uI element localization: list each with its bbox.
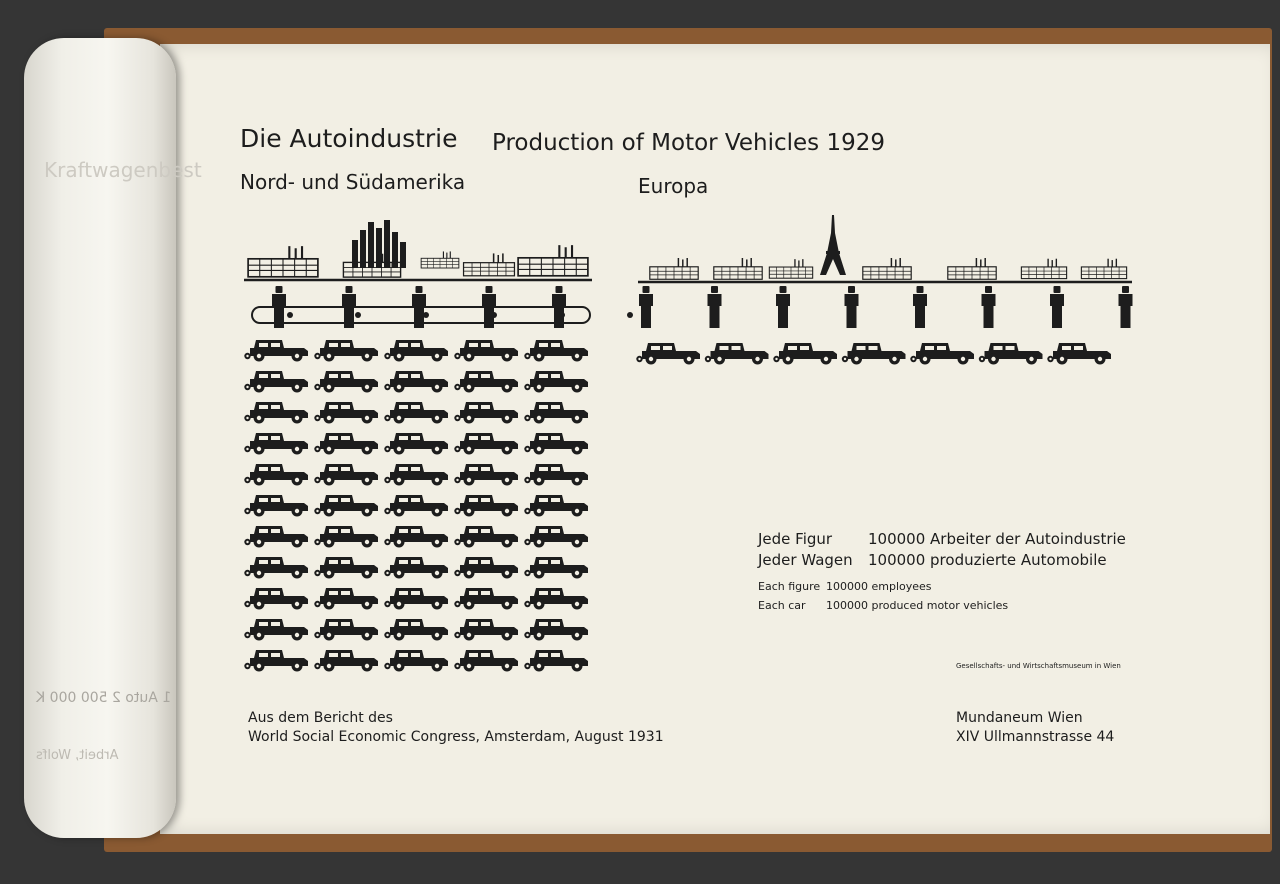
car-icon — [244, 340, 308, 362]
car-icon — [454, 371, 518, 393]
worker-figure — [412, 286, 426, 328]
car-icon — [524, 619, 588, 641]
source-line-1: Aus dem Bericht des — [248, 710, 393, 726]
conveyor-roller — [287, 312, 293, 318]
skyline-factory — [863, 258, 911, 279]
car-icon — [524, 402, 588, 424]
skyline-factory — [769, 259, 812, 278]
car-icon — [524, 650, 588, 672]
car-icon — [773, 343, 837, 365]
legend-figure-de-label: Jede Figur — [758, 530, 833, 548]
worker-figure — [342, 286, 356, 328]
roll-heading: Kraftwagenbest — [44, 158, 202, 182]
eiffel-tower — [820, 215, 846, 275]
worker-figure — [708, 286, 722, 328]
legend-figure-en-value: 100000 employees — [826, 580, 932, 593]
car-icon — [636, 343, 700, 365]
car-icon — [454, 402, 518, 424]
skyline-factory — [650, 258, 698, 279]
car-icon — [384, 402, 448, 424]
car-icon — [524, 433, 588, 455]
car-icon — [524, 557, 588, 579]
car-icon — [244, 650, 308, 672]
worker-figure — [1050, 286, 1064, 328]
region-america-label: Nord- und Südamerika — [240, 170, 466, 194]
car-icon — [314, 402, 378, 424]
skyline-factory — [1021, 259, 1066, 279]
car-icon — [910, 343, 974, 365]
roll-footer: 1 Auto 2 500 000 K — [36, 690, 172, 706]
car-icon — [454, 557, 518, 579]
car-icon — [454, 650, 518, 672]
skyline-factory — [464, 253, 515, 275]
worker-figure — [482, 286, 496, 328]
legend-car-de-label: Jeder Wagen — [758, 551, 853, 569]
car-icon — [979, 343, 1043, 365]
car-icon — [454, 526, 518, 548]
worker-figure — [272, 286, 286, 328]
worker-figure — [913, 286, 927, 328]
worker-figure — [639, 286, 653, 328]
car-icon — [384, 495, 448, 517]
skyline-factory — [1081, 259, 1126, 279]
car-icon — [244, 526, 308, 548]
car-icon — [244, 495, 308, 517]
worker-figure — [845, 286, 859, 328]
address-line-2: XIV Ullmannstrasse 44 — [956, 729, 1115, 745]
car-icon — [842, 343, 906, 365]
worker-figure — [1119, 286, 1133, 328]
car-icon — [524, 495, 588, 517]
car-icon — [244, 402, 308, 424]
car-icon — [314, 619, 378, 641]
car-icon — [524, 371, 588, 393]
car-icon — [314, 650, 378, 672]
skyline-factory — [714, 258, 762, 279]
worker-figure — [982, 286, 996, 328]
car-icon — [244, 619, 308, 641]
car-icon — [384, 526, 448, 548]
car-icon — [454, 340, 518, 362]
legend-figure-en-label: Each figure — [758, 580, 821, 593]
legend-car-de-value: 100000 produzierte Automobile — [868, 551, 1107, 569]
title-german: Die Autoindustrie — [240, 124, 458, 153]
car-icon — [705, 343, 769, 365]
car-icon — [384, 340, 448, 362]
car-icon — [244, 371, 308, 393]
legend-car-en-label: Each car — [758, 599, 806, 612]
title-english: Production of Motor Vehicles 1929 — [492, 130, 886, 156]
skyline-factory — [421, 251, 459, 268]
worker-figure — [776, 286, 790, 328]
legend-car-en-value: 100000 produced motor vehicles — [826, 599, 1009, 612]
car-icon — [454, 433, 518, 455]
car-icon — [384, 588, 448, 610]
car-icon — [524, 464, 588, 486]
skyline-factory — [948, 258, 996, 279]
car-icon — [244, 464, 308, 486]
car-icon — [454, 619, 518, 641]
car-icon — [1047, 343, 1111, 365]
car-icon — [454, 464, 518, 486]
car-icon — [314, 526, 378, 548]
skyline-towers — [352, 220, 406, 268]
museum-credit: Gesellschafts- und Wirtschaftsmuseum in Wien — [956, 662, 1121, 670]
car-icon — [384, 557, 448, 579]
car-icon — [454, 495, 518, 517]
skyline-factory — [248, 246, 318, 277]
conveyor-roller — [355, 312, 361, 318]
car-icon — [244, 588, 308, 610]
car-icon — [314, 340, 378, 362]
car-icon — [314, 557, 378, 579]
car-icon — [314, 495, 378, 517]
car-icon — [384, 433, 448, 455]
car-icon — [454, 588, 518, 610]
address-line-1: Mundaneum Wien — [956, 710, 1083, 726]
car-icon — [244, 557, 308, 579]
car-icon — [384, 371, 448, 393]
worker-figure — [552, 286, 566, 328]
skyline-factory — [518, 245, 588, 276]
car-icon — [384, 650, 448, 672]
car-icon — [314, 464, 378, 486]
car-icon — [524, 588, 588, 610]
car-icon — [384, 619, 448, 641]
car-icon — [244, 433, 308, 455]
region-europe-label: Europa — [638, 174, 709, 198]
car-icon — [314, 433, 378, 455]
car-icon — [524, 340, 588, 362]
conveyor-roller — [627, 312, 633, 318]
source-line-2: World Social Economic Congress, Amsterdam, August 1931 — [248, 729, 664, 745]
legend-figure-de-value: 100000 Arbeiter der Autoindustrie — [868, 530, 1126, 548]
car-icon — [524, 526, 588, 548]
car-icon — [314, 588, 378, 610]
car-icon — [314, 371, 378, 393]
car-icon — [384, 464, 448, 486]
roll-footer-2: Arbeit, Wolfs — [36, 748, 119, 763]
